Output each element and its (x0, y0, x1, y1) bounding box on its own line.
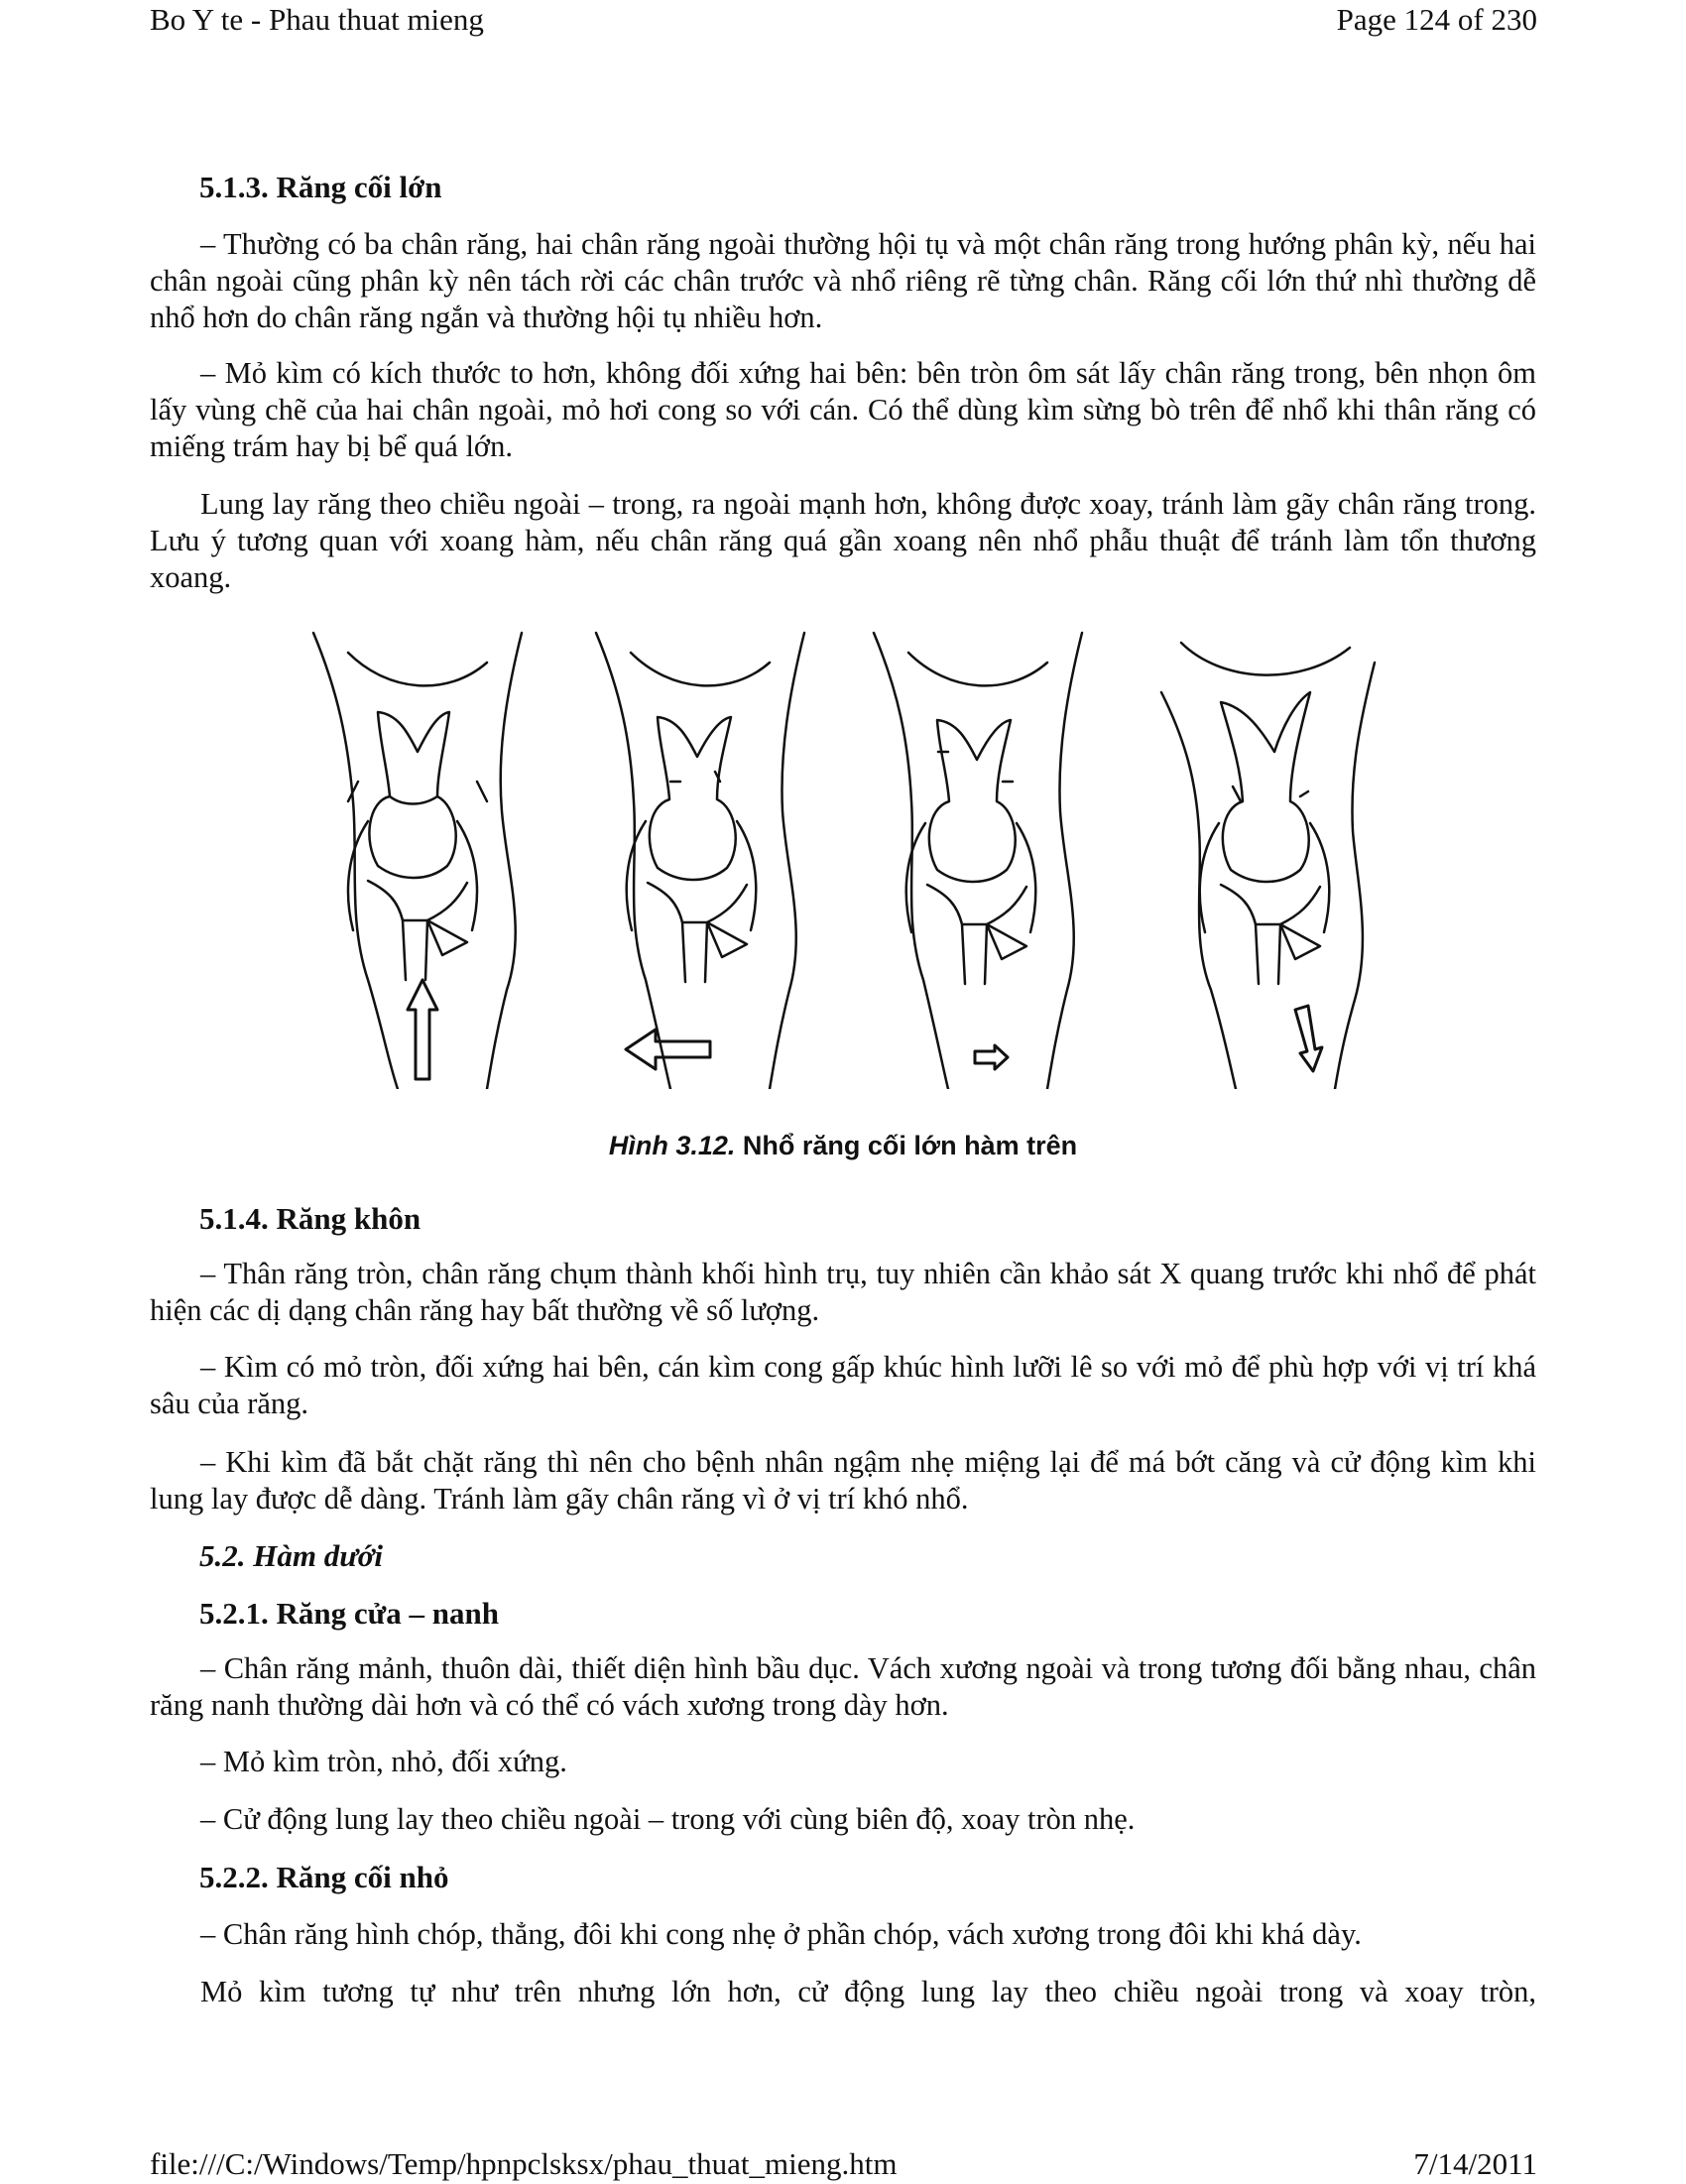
paragraph-5-1-4-b (150, 1349, 1536, 1422)
paragraph-5-2-2-b (150, 1974, 1536, 2010)
paragraph-5-1-4-a (150, 1256, 1536, 1329)
paragraph-text: Lung lay răng theo chiều ngoài – trong, ra ngoài mạnh hơn, không được xoay, tránh làm gãy chân răng trong. Lưu ý tương quan với xoang hàm, nếu chân răng quá gần xoang nên nhổ phẫu thuật để tránh làm tổn thương xoang. (150, 487, 1536, 594)
paragraph-5-2-2-a (150, 1916, 1536, 1953)
header-title: Bo Y te - Phau thuat mieng (150, 2, 484, 37)
figure-molar-extraction (308, 623, 1528, 1089)
caption-text: Nhổ răng cối lớn hàm trên (735, 1131, 1078, 1160)
paragraph-text: – Mỏ kìm tròn, nhỏ, đối xứng. (200, 1745, 567, 1778)
figure-panel-1 (308, 623, 576, 1089)
footer-date: 7/14/2011 (1413, 2146, 1537, 2181)
paragraph-text: Mỏ kìm tương tự như trên nhưng lớn hơn, cử động lung lay theo chiều ngoài trong và xoay tròn, (200, 1975, 1536, 2008)
paragraph-5-1-3-b (150, 355, 1536, 465)
paragraph-text: – Kìm có mỏ tròn, đối xứng hai bên, cán kìm cong gấp khúc hình lưỡi lê so với mỏ để phù hợp với vị trí khá sâu của răng. (150, 1350, 1536, 1420)
paragraph-5-1-3-c (150, 486, 1536, 596)
paragraph-5-2-1-a (150, 1650, 1536, 1724)
paragraph-5-1-3-a (150, 226, 1536, 336)
heading-5-1-3: 5.1.3. Răng cối lớn (199, 170, 442, 204)
heading-5-2-2: 5.2.2. Răng cối nhỏ (199, 1860, 449, 1894)
paragraph-text: – Chân răng mảnh, thuôn dài, thiết diện hình bầu dục. Vách xương ngoài và trong tương đối bằng nhau, chân răng nanh thường dài hơn và có thể có vách xương trong dày hơn. (150, 1651, 1536, 1722)
paragraph-5-1-4-c (150, 1444, 1536, 1517)
paragraph-text: – Cử động lung lay theo chiều ngoài – trong với cùng biên độ, xoay tròn nhẹ. (200, 1802, 1136, 1836)
heading-5-2-1: 5.2.1. Răng cửa – nanh (199, 1596, 499, 1631)
paragraph-text: – Mỏ kìm có kích thước to hơn, không đối xứng hai bên: bên tròn ôm sát lấy chân răng trong, bên nhọn ôm lấy vùng chẽ của hai chân ngoài, mỏ hơi cong so với cán. Có thể dùng kìm sừng bò trên để nhổ khi thân răng có miếng trám hay bị bể quá lớn. (150, 356, 1536, 463)
page-number: Page 124 of 230 (1336, 2, 1537, 37)
footer-file-path: file:///C:/Windows/Temp/hpnpclsksx/phau_thuat_mieng.htm (150, 2146, 898, 2181)
caption-label: Hình 3.12. (608, 1131, 736, 1160)
heading-5-2: 5.2. Hàm dưới (199, 1538, 384, 1573)
paragraph-5-2-1-c (150, 1801, 1536, 1838)
paragraph-text: – Thân răng tròn, chân răng chụm thành khối hình trụ, tuy nhiên cần khảo sát X quang trước khi nhổ để phát hiện các dị dạng chân răng hay bất thường về số lượng. (150, 1257, 1536, 1327)
paragraph-text: – Thường có ba chân răng, hai chân răng ngoài thường hội tụ và một chân răng trong hướng phân kỳ, nếu hai chân ngoài cũng phân kỳ nên tách rời các chân trước và nhổ riêng rẽ từng chân. Răng cối lớn thứ nhì thường dễ nhổ hơn do chân răng ngắn và thường hội tụ nhiều hơn. (150, 227, 1536, 334)
heading-5-1-4: 5.1.4. Răng khôn (199, 1201, 422, 1236)
paragraph-5-2-1-b (150, 1744, 1536, 1780)
figure-panel-3 (864, 623, 1132, 1089)
paragraph-text: – Chân răng hình chóp, thẳng, đôi khi cong nhẹ ở phần chóp, vách xương trong đôi khi khá dày. (200, 1917, 1362, 1951)
figure-panel-2 (586, 623, 854, 1089)
figure-caption (150, 1129, 1536, 1162)
figure-panel-4 (1151, 623, 1419, 1089)
paragraph-text: – Khi kìm đã bắt chặt răng thì nên cho bệnh nhân ngậm nhẹ miệng lại để má bớt căng và cử động kìm khi lung lay được dễ dàng. Tránh làm gãy chân răng vì ở vị trí khó nhổ. (150, 1445, 1536, 1516)
